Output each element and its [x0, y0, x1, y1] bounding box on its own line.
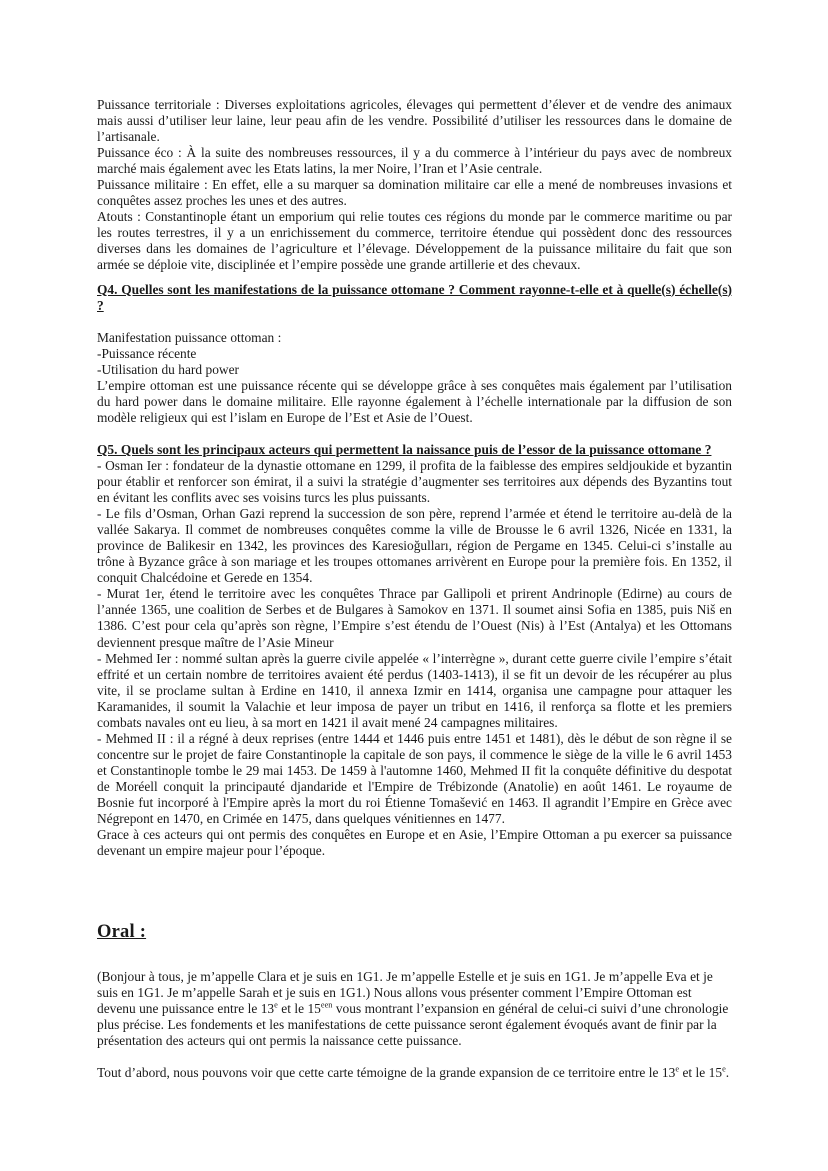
q4-intro-line: Manifestation puissance ottoman :	[97, 329, 282, 345]
map-ordinal-superscript-13: e	[675, 1064, 679, 1074]
oral-map-paragraph	[97, 1065, 732, 1081]
heading-oral: Oral :	[97, 922, 147, 943]
oral-map-text-1: Tout d’abord, nous pouvons voir que cette carte témoigne de la grande expansion de ce territoire entre le 13	[97, 1065, 676, 1081]
q4-bullet-puissance-recente: -Puissance récente	[97, 345, 197, 361]
paragraph-atouts: Atouts : Constantinople étant un emporium qui relie toutes ces régions du monde par le commerce maritime ou par les routes terrestres, il y a un enrichissement du commerce, territoire étendue qui possèdent donc des ressources diverses dans les domaines de l’agriculture et l’élevage. Développement de la puissance militaire du fait que son armée se déploie vite, disciplinée et l’empire possède une grande artillerie et des chevaux.	[97, 209, 732, 273]
oral-intro-text-1: (Bonjour à tous, je m’appelle Clara et je suis en 1G1. Je m’appelle Estelle et je suis en 1G1. Je m’appelle Eva et je suis en 1G1. Je m’appelle Sarah et je suis en 1G1.) Nous allons vous présenter comment l’Empire Ottoman est devenu une puissance entre le 13	[97, 969, 713, 1017]
ordinal-superscript-15: e	[320, 1000, 325, 1010]
q5-actor-osman-ier: - Osman Ier : fondateur de la dynastie ottomane en 1299, il profita de la faiblesse des empires seldjoukide et byzantin pour établir et renforcer son émirat, il a suivi la stratégie d’augmenter ses territoires aux dépends des Byzantins tout en évitant les conflits avec ses voisins turcs les plus puissants.	[97, 457, 732, 506]
ordinal-superscript-13: e	[274, 1000, 278, 1010]
spacer	[97, 274, 732, 282]
q4-bullet-hard-power: -Utilisation du hard power	[97, 361, 239, 377]
oral-map-text-3: .	[725, 1065, 730, 1081]
q5-actor-orhan-gazi: - Le fils d’Osman, Orhan Gazi reprend la succession de son père, reprend l’armée et étend le territoire au-delà de la vallée Sakarya. Il commet de nombreuses conquêtes comme la ville de Brousse le 6 avril 1326, Nicée en 1331, la province de Balikesir en 1342, les provinces des Karesioğulları, région de Pergame en 1345. Celui-ci s’installe au trône à Byzance grâce à son mariage et les troupes ottomanes arrivèrent en Europe pour la première fois. En 1352, il conquit Chalcédoine et Gerede en 1354.	[97, 506, 732, 586]
q5-conclusion-paragraph: Grace à ces acteurs qui ont permis des conquêtes en Europe et en Asie, l’Empire Ottoman a pu exercer sa puissance devenant un empire majeur pour l’époque.	[97, 827, 732, 859]
spacer	[97, 943, 732, 969]
oral-intro-text-3: vous montrant l’expansion en général de celui-ci suivi d’une chronologie plus précise. Les fondements et les manifestations de cette puissance seront également évoqués avant de finir par la présentation des acteurs qui ont permis la naissance cette puissance.	[97, 1001, 729, 1049]
paragraph-puissance-eco: Puissance éco : À la suite des nombreuses ressources, il y a du commerce à l’intérieur du pays avec de nombreux marché mais également avec les Etats latins, la mer Noire, l’Iran et l’Asie centrale.	[97, 145, 732, 177]
oral-introduction-paragraph	[97, 969, 732, 1049]
document-content	[97, 97, 732, 1081]
ordinal-superscript-en: en	[324, 1000, 333, 1010]
q4-answer-paragraph: L’empire ottoman est une puissance récente qui se développe grâce à ses conquêtes mais également par l’utilisation du hard power dans le domaine militaire. Elle rayonne également à l’échelle internationale par la diffusion de son modèle religieux qui est l’islam en Europe de l’Est et Asie de l’Ouest.	[97, 377, 732, 425]
spacer	[97, 426, 732, 442]
paragraph-puissance-militaire: Puissance militaire : En effet, elle a su marquer sa domination militaire car elle a mené de nombreuses invasions et conquêtes assez proches les unes et des autres.	[97, 177, 732, 209]
map-ordinal-superscript-15: e	[722, 1064, 726, 1074]
oral-intro-text-2: et le 15	[277, 1001, 321, 1017]
spacer	[97, 859, 732, 921]
q5-actor-murat-1er: - Murat 1er, étend le territoire avec les conquêtes Thrace par Gallipoli et prirent Andrinople (Edirne) au cours de l’année 1365, une coalition de Serbes et de Bulgares à Samokov en 1371. Il soumet ainsi Sofia en 1385, puis Niš en 1386. C’est pour cela qu’après son règne, l’Empire s’est étendu de l’Ouest (Nis) à l’Est (Antalya) et les Ottomans deviennent presque maître de l’Asie Mineur	[97, 586, 732, 650]
q5-actor-mehmed-ier: - Mehmed Ier : nommé sultan après la guerre civile appelée « l’interrègne », durant cette guerre civile l’empire s’était effrité et un certain nombre de territoires avaient été perdus (1403-1413), il se fit un devoir de les récupérer au plus vite, il se proclame sultan à Erdine en 1410, il annexa Izmir en 1414, organisa une campagne pour attaquer les Karamanides, il soumit la Valachie et leur imposa de payer un tribut en 1416, il renforça sa flotte et les premiers combats navales ont eu lieu, à sa mort en 1421 il avait mené 24 campagnes militaires.	[97, 650, 732, 730]
q5-actor-mehmed-ii: - Mehmed II : il a régné à deux reprises (entre 1444 et 1446 puis entre 1451 et 1481), dès le début de son règne il se concentre sur le projet de faire Constantinople la capitale de son pays, il commence le siège de la ville le 6 avril 1453 et Constantinople tombe le 29 mai 1453. De 1459 à l'automne 1460, Mehmed II fit la conquête définitive du despotat de Moréell conquit la principauté djandaride et l'Empire de Trébizonde (Anatolie) en août 1461. Le royaume de Bosnie fut incorporé à l'Empire après la mort du roi Étienne Tomašević en 1463. Il agrandit l’Empire en Grèce avec Négrepont en 1470, en Crimée en 1475, dans quelques vénitiennes en 1477.	[97, 730, 732, 827]
paragraph-puissance-territoriale: Puissance territoriale : Diverses exploitations agricoles, élevages qui permettent d’élever et de vendre des animaux mais aussi d’utiliser leur laine, leur peau afin de les vendre. Possibilité d’utiliser les ressources dans le domaine de l’artisanale.	[97, 97, 732, 145]
oral-map-text-2: et le 15	[679, 1065, 723, 1081]
heading-question-4: Q4. Quelles sont les manifestations de la puissance ottomane ? Comment rayonne-t-elle et à quelle(s) échelle(s) ?	[97, 281, 732, 313]
spacer	[97, 1049, 732, 1065]
heading-question-5: Q5. Quels sont les principaux acteurs qui permettent la naissance puis de l’essor de la puissance ottomane ?	[97, 441, 712, 457]
